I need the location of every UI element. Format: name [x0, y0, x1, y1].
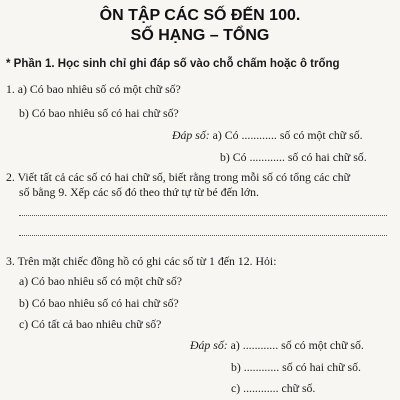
- q3-answer-label: Đáp số:: [190, 338, 228, 352]
- q3-ans-a-suffix: số có một chữ số.: [281, 338, 364, 352]
- q1-ans-b-prefix: b) Có: [220, 150, 247, 164]
- part1-instruction: * Phần 1. Học sinh chỉ ghi đáp số vào chỗ chấm hoặc ô trống: [6, 58, 340, 70]
- q1-ans-a-prefix: a) Có: [212, 128, 239, 142]
- worksheet-title-line2: SỐ HẠNG – TỔNG: [130, 27, 270, 44]
- q3-ans-a-blank[interactable]: ............: [242, 338, 279, 352]
- q1-answer-label: Đáp số:: [172, 128, 210, 142]
- q3-ans-c-blank[interactable]: ............: [243, 381, 279, 395]
- q1-ans-b-suffix: số có hai chữ số.: [287, 150, 367, 164]
- q3-part-c: c) Có tất cả bao nhiêu chữ số?: [19, 317, 162, 331]
- q3-answer-a: [190, 338, 364, 353]
- q1-answer-a: [172, 128, 363, 143]
- worksheet-title-line1: ÔN TẬP CÁC SỐ ĐẾN 100.: [99, 7, 301, 24]
- q3-ans-a-prefix: a): [230, 338, 240, 352]
- q3-intro: 3. Trên mặt chiếc đồng hồ có ghi các số từ 1 đến 12. Hỏi:: [6, 254, 277, 268]
- q3-ans-c-prefix: c): [231, 381, 241, 395]
- q1-part-a: 1. a) Có bao nhiêu số có một chữ số?: [6, 82, 181, 96]
- q3-answer-c: [231, 381, 315, 396]
- q3-ans-b-suffix: số có hai chữ số.: [282, 360, 361, 374]
- q2-line1: 2. Viết tất cả các số có hai chữ số, biết rằng trong mỗi số có tổng các chữ: [6, 170, 351, 184]
- q1-ans-a-suffix: số có một chữ số.: [279, 128, 363, 142]
- q1-ans-b-blank[interactable]: ............: [249, 150, 285, 164]
- q1-part-b: b) Có bao nhiêu số có hai chữ số?: [19, 106, 179, 120]
- q1-answer-b: [220, 150, 367, 165]
- q2-answer-line-1[interactable]: [19, 215, 387, 216]
- q3-part-a: a) Có bao nhiêu số có một chữ số?: [19, 274, 182, 288]
- q3-ans-c-suffix: chữ số.: [281, 381, 316, 395]
- q2-line2: số bằng 9. Xếp các số đó theo thứ tự từ bé đến lớn.: [19, 185, 260, 199]
- q1-ans-a-blank[interactable]: ............: [241, 128, 277, 142]
- q3-ans-b-blank[interactable]: ............: [243, 360, 280, 374]
- q2-answer-line-2[interactable]: [19, 235, 387, 236]
- q3-ans-b-prefix: b): [231, 360, 241, 374]
- q3-part-b: b) Có bao nhiêu số có hai chữ số?: [19, 296, 179, 310]
- q3-answer-b: [231, 360, 361, 375]
